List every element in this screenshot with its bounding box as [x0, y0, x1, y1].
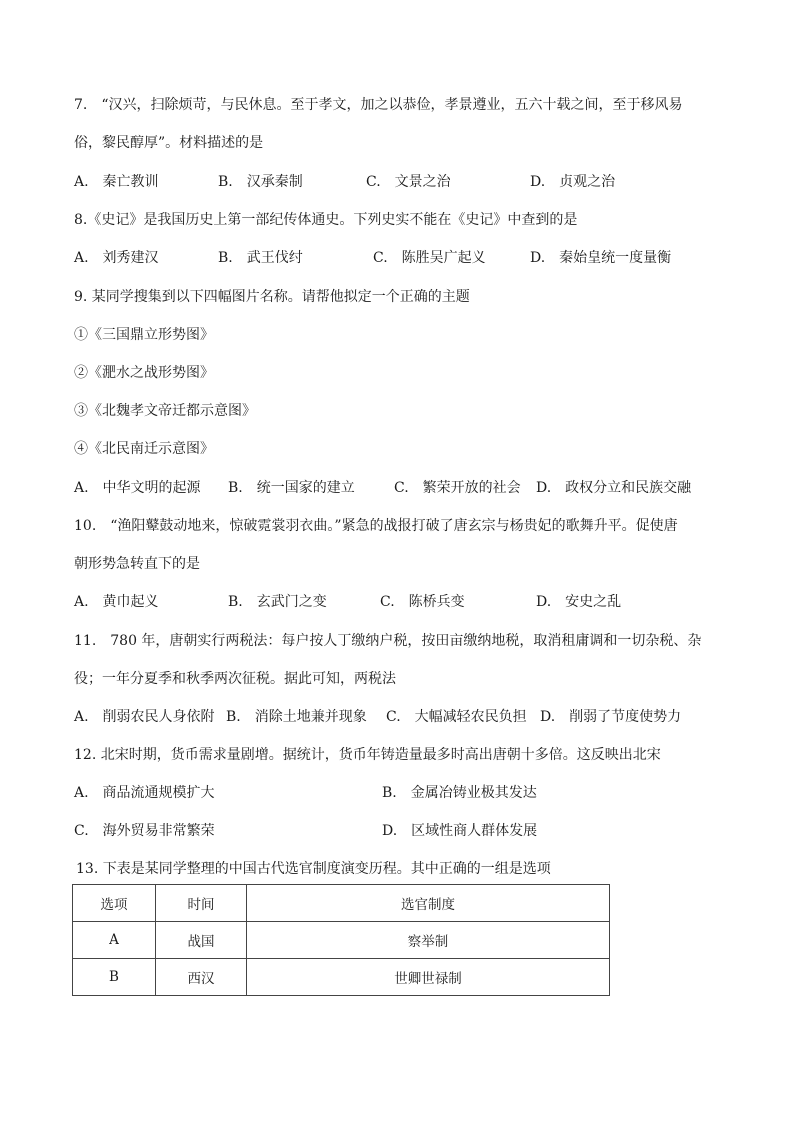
q10-option-a: A. 黄巾起义 [74, 594, 159, 610]
q8-option-c: C. 陈胜吴广起义 [373, 250, 486, 266]
q7-option-a: A. 秦亡教训 [74, 174, 159, 190]
q11-stem-line1: 11. 780 年，唐朝实行两税法：每户按人丁缴纳户税，按田亩缴纳地税，取消租庸调和一切杂税、杂 [74, 633, 702, 649]
q11-option-a: A. 削弱农民人身依附 [74, 709, 215, 725]
q7-option-d: D. 贞观之治 [530, 174, 616, 190]
q7-option-b: B. 汉承秦制 [218, 174, 303, 190]
q7-stem-line2: 俗，黎民醇厚”。材料描述的是 [74, 135, 264, 151]
q11-option-d: D. 削弱了节度使势力 [540, 709, 682, 725]
q10-option-c: C. 陈桥兵变 [380, 594, 465, 610]
table-header-option: 选项 [73, 885, 156, 922]
q9-item-1: ①《三国鼎立形势图》 [74, 327, 214, 343]
q13-stem: 13. 下表是某同学整理的中国古代选官制度演变历程。其中正确的一组是选项 [76, 861, 551, 877]
q9-option-d: D. 政权分立和民族交融 [536, 480, 692, 496]
table-cell-time: 战国 [156, 922, 247, 959]
table-cell-system: 察举制 [247, 922, 610, 959]
q9-stem: 9. 某同学搜集到以下四幅图片名称。请帮他拟定一个正确的主题 [74, 289, 470, 305]
q8-option-a: A. 刘秀建汉 [74, 250, 159, 266]
q8-option-d: D. 秦始皇统一度量衡 [530, 250, 672, 266]
q8-stem: 8.《史记》是我国历史上第一部纪传体通史。下列史实不能在《史记》中查到的是 [74, 212, 578, 228]
q10-option-b: B. 玄武门之变 [228, 594, 327, 610]
q9-option-c: C. 繁荣开放的社会 [394, 480, 521, 496]
q10-option-d: D. 安史之乱 [536, 594, 622, 610]
q12-option-a: A. 商品流通规模扩大 [74, 785, 215, 801]
table-header-time: 时间 [156, 885, 247, 922]
q12-option-b: B. 金属冶铸业极其发达 [382, 785, 537, 801]
q8-option-b: B. 武王伐纣 [218, 250, 303, 266]
q13-selection-table [72, 884, 610, 996]
q11-stem-line2: 役；一年分夏季和秋季两次征税。据此可知，两税法 [74, 671, 396, 687]
q10-stem-line2: 朝形势急转直下的是 [74, 556, 200, 572]
table-row [73, 959, 610, 996]
table-row [73, 922, 610, 959]
q9-item-3: ③《北魏孝文帝迁都示意图》 [74, 403, 256, 419]
table-cell-option: A [73, 922, 156, 959]
q9-item-2: ②《淝水之战形势图》 [74, 365, 214, 381]
q11-option-b: B. 消除土地兼并现象 [226, 709, 367, 725]
q9-option-a: A. 中华文明的起源 [74, 480, 201, 496]
table-cell-option: B [73, 959, 156, 996]
q9-option-b: B. 统一国家的建立 [228, 480, 355, 496]
q12-stem: 12. 北宋时期，货币需求量剧增。据统计，货币年铸造量最多时高出唐朝十多倍。这反映出北宋 [74, 747, 661, 763]
q7-option-c: C. 文景之治 [366, 174, 451, 190]
q9-item-4: ④《北民南迁示意图》 [74, 441, 214, 457]
q11-option-c: C. 大幅减轻农民负担 [386, 709, 527, 725]
table-header-row [73, 885, 610, 922]
q7-stem-line1: 7. “汉兴，扫除烦苛，与民休息。至于孝文，加之以恭俭，孝景遵业，五六十载之间，至于移风易 [74, 97, 683, 113]
table-header-system: 选官制度 [247, 885, 610, 922]
q12-option-c: C. 海外贸易非常繁荣 [74, 823, 215, 839]
table-cell-time: 西汉 [156, 959, 247, 996]
q10-stem-line1: 10. “渔阳鼙鼓动地来，惊破霓裳羽衣曲。”紧急的战报打破了唐玄宗与杨贵妃的歌舞升平。促使唐 [74, 518, 678, 534]
table-cell-system: 世卿世禄制 [247, 959, 610, 996]
q12-option-d: D. 区域性商人群体发展 [382, 823, 538, 839]
